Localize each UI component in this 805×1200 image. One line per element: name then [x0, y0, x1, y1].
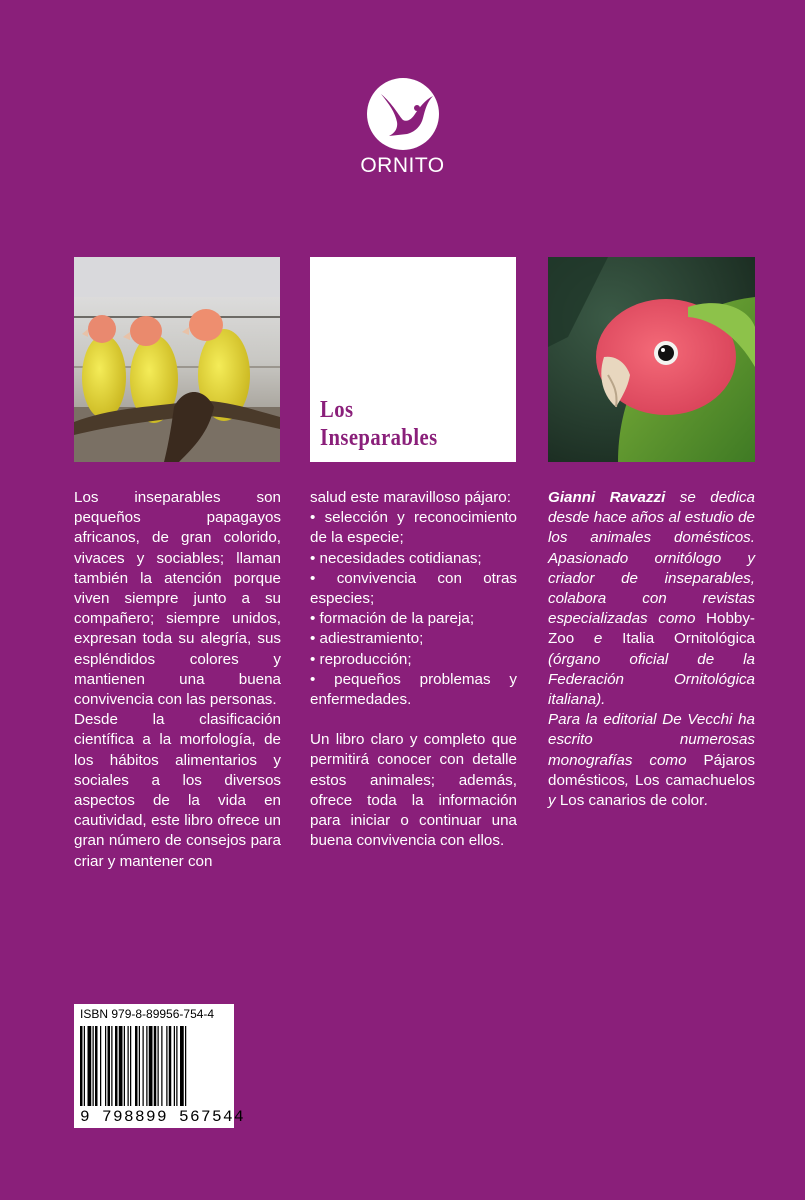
list-item: • pequeños problemas y enfermedades. [310, 670, 517, 710]
author-bio-paragraph-1: Gianni Ravazzi se dedica desde hace años al estudio de los animales domésticos. Apasionado ornitólogo y criador de inseparables, colabora con revistas especializadas como Hobby-Zoo e Italia Ornitológica (órgano oficial de la Federación Ornitológica italiana). [548, 489, 755, 709]
book-title-box [310, 257, 516, 462]
author-bio-paragraph-2: Para la editorial De Vecchi ha escrito numerosas monografías como Pájaros domésticos, Los camachuelos y Los canarios de color. [548, 711, 755, 810]
list-item: • selección y reconocimiento de la especie; [310, 508, 517, 548]
magazine-title: Hobby-Zoo [548, 610, 755, 648]
list-item: • necesidades cotidianas; [310, 549, 517, 569]
description-paragraph-1: Los inseparables son pequeños papagayos africanos, de gran colorido, vivaces y sociables; llaman también la atención porque viven siempre junto a su compañero; siempre unidos, expresan toda su alegría, sus espléndidos colores y mantienen una buena convivencia con las personas. [74, 489, 281, 709]
publisher-name: ORNITO [360, 154, 445, 177]
barcode-number: 9 798899 567544 [80, 1108, 246, 1126]
barcode-bars [80, 1026, 228, 1106]
book-title: Pájaros domésticos [548, 751, 755, 789]
bird-icon [367, 78, 439, 150]
title-line-2: Inseparables [320, 425, 438, 451]
book-title: Los camachuelos [635, 771, 755, 789]
list-item: • reproducción; [310, 650, 517, 670]
contents-intro: salud este maravilloso pájaro: [310, 489, 511, 506]
lovebirds-on-perch-photo [74, 257, 280, 462]
book-title: Los canarios de color [559, 792, 705, 810]
closing-paragraph: Un libro claro y completo que permitirá conocer con detalle estos animales; además, ofrece toda la información para iniciar o continuar una buena convivencia con ellos. [310, 731, 517, 850]
list-item: • convivencia con otras especies; [310, 569, 517, 609]
title-line-1: Los [320, 397, 354, 423]
description-paragraph-2: Desde la clasificación científica a la morfología, de los hábitos alimentarios y sociales a los diversos aspectos de la vida en cautividad, este libro ofrece un gran número de consejos para criar y mantener con [74, 711, 281, 870]
author-bio-column [548, 488, 755, 811]
list-item: • adiestramiento; [310, 629, 517, 649]
author-name: Gianni Ravazzi [548, 489, 666, 506]
description-column-left [74, 488, 281, 872]
contents-list [310, 508, 517, 710]
magazine-title: Italia Ornitológica [622, 630, 755, 648]
list-item: • formación de la pareja; [310, 609, 517, 629]
description-column-middle [310, 488, 517, 851]
publisher-logo [0, 78, 805, 178]
lovebird-head-photo [548, 257, 755, 462]
isbn-barcode [74, 1004, 246, 1128]
isbn-label: ISBN 979-8-89956-754-4 [80, 1007, 215, 1021]
